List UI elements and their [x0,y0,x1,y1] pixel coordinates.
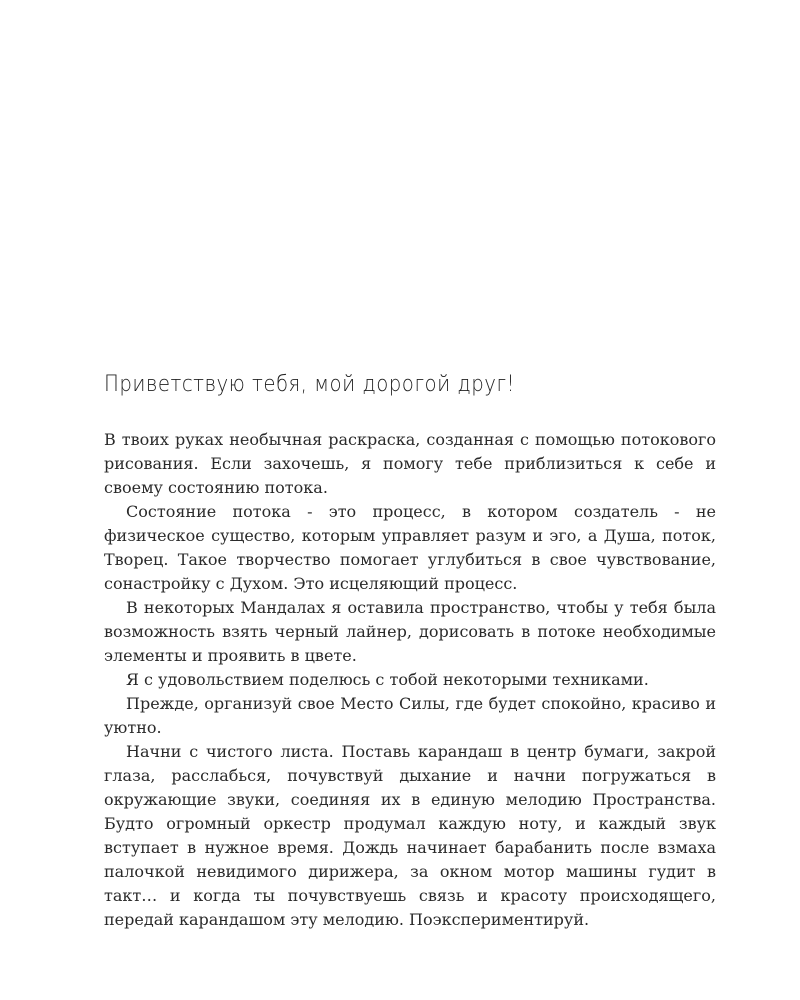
paragraph-mandalas: В некоторых Мандалах я оставила пространство, чтобы у тебя была возможность взять черный лайнер, дорисовать в потоке необходимые элементы и проявить в цвете. [104,598,716,665]
paragraph-clean-sheet: Начни с чистого листа. Поставь карандаш в центр бумаги, закрой глаза, расслабься, почувствуй дыхание и начни погружаться в окружающие звуки, соединяя их в единую мелодию Пространства. Будто огромный оркестр продумал каждую ноту, и каждый звук вступает в нужное время. Дождь начинает барабанить после взмаха палочкой невидимого дирижера, за окном мотор машины гудит в такт… и когда ты почувствуешь связь и красоту происходящего, передай карандашом эту мелодию. Поэкспериментируй. [104,742,716,929]
paragraph-intro: В твоих руках необычная раскраска, созданная с помощью потокового рисования. Если захочешь, я помогу тебе приблизиться к себе и своему состоянию потока. [104,430,716,497]
paragraph-techniques: Я с удовольствием поделюсь с тобой некоторыми техниками. [126,670,649,689]
page-heading: Приветствую тебя, мой дорогой друг! [104,372,515,397]
body-text [104,428,716,932]
paragraph-flow-state: Состояние потока - это процесс, в котором создатель - не физическое существо, которым управляет разум и эго, а Душа, поток, Творец. Такое творчество помогает углубиться в свое чувствование, сонастройку с Духом. Это исцеляющий процесс. [104,502,716,593]
paragraph-place-of-power: Прежде, организуй свое Место Силы, где будет спокойно, красиво и уютно. [104,694,716,737]
